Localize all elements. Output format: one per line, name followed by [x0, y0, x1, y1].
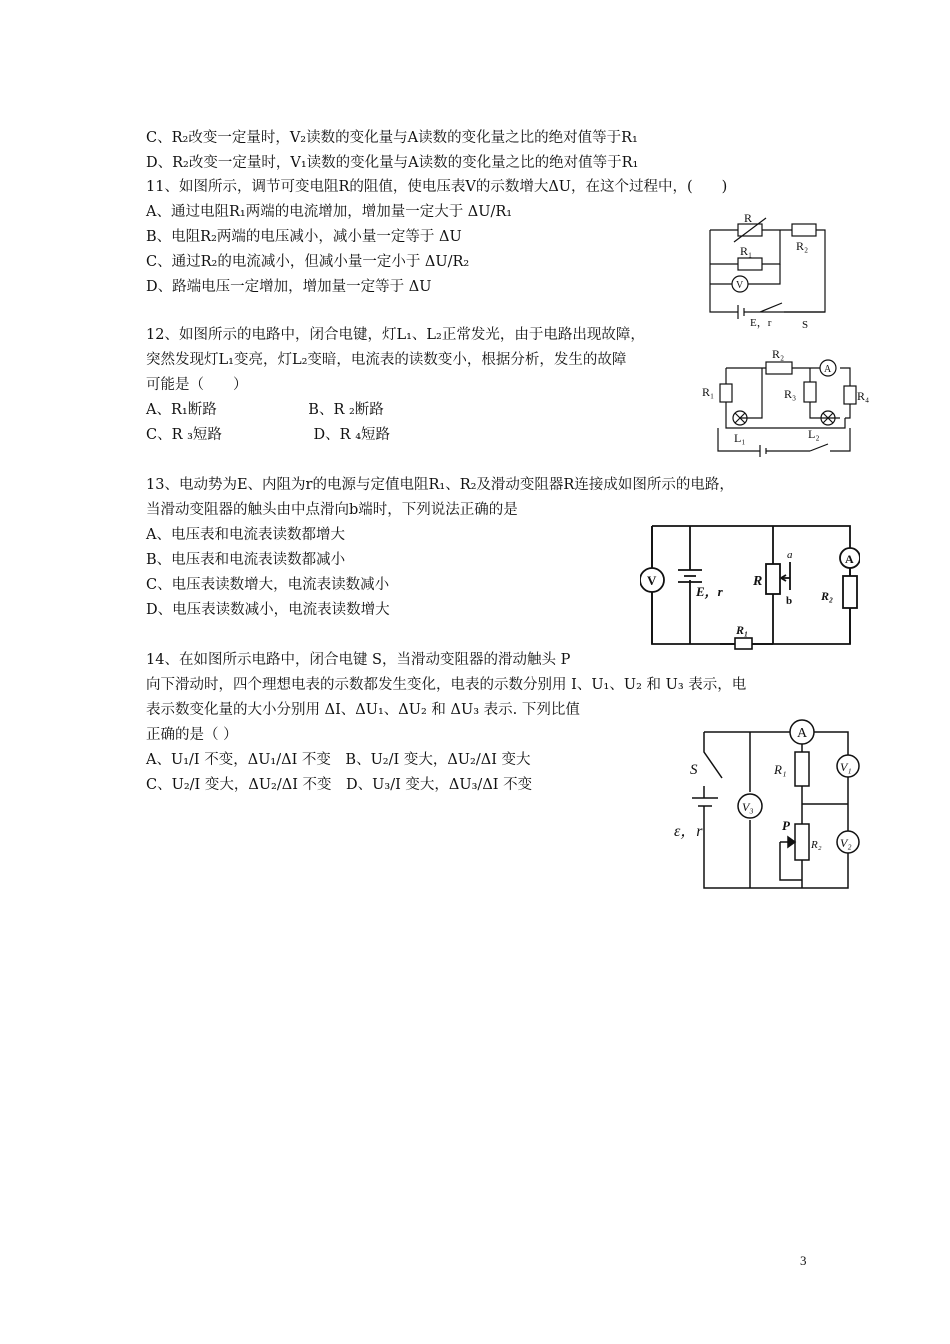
- text-line: D、路端电压一定增加，增加量一定等于 ΔU: [146, 279, 432, 295]
- label-source: E，r: [696, 584, 723, 599]
- label-source: ε，r: [674, 823, 703, 840]
- label-l2: L₂: [808, 427, 820, 441]
- text-line: C、U₂/I 变大，ΔU₂/ΔI 不变 D、U₃/I 变大，ΔU₃/ΔI 不变: [146, 777, 533, 793]
- text-line: B、电压表和电流表读数都减小: [146, 552, 346, 568]
- text-line: B、电阻R₂两端的电压减小，减小量一定等于 ΔU: [146, 229, 462, 245]
- label-l1: L₁: [734, 431, 746, 445]
- label-point-b: b: [786, 595, 793, 607]
- label-r1: R₁: [774, 762, 787, 777]
- label-rheostat: R: [753, 574, 763, 589]
- circuit-figure-13: [640, 520, 860, 650]
- text-line: D、电压表读数减小，电流表读数增大: [146, 602, 390, 618]
- label-r1: R₁: [702, 385, 715, 399]
- circuit-figure-11: [700, 208, 840, 332]
- label-v1: V₁: [840, 760, 852, 774]
- label-ammeter: A: [824, 364, 832, 375]
- label-r1: R₁: [740, 244, 753, 258]
- text-line: A、通过电阻R₁两端的电流增加，增加量一定大于 ΔU/R₁: [146, 204, 513, 220]
- label-ammeter: A: [797, 726, 808, 741]
- text-line: 12、如图所示的电路中，闭合电键，灯L₁、L₂正常发光，由于电路出现故障，: [146, 327, 645, 343]
- text-line: 当滑动变阻器的触头由中点滑向b端时，下列说法正确的是: [146, 502, 518, 518]
- label-r2: R₂: [796, 239, 809, 253]
- label-point-a: a: [787, 549, 793, 561]
- label-r1: R₁: [736, 623, 749, 637]
- label-ammeter: A: [845, 552, 854, 566]
- label-r2: R₂: [772, 347, 785, 361]
- text-line: 11、如图所示，调节可变电阻R的阻值，使电压表V的示数增大ΔU，在这个过程中，( ): [146, 179, 728, 195]
- label-r2: R₂: [811, 839, 822, 851]
- circuit-figure-14: [672, 712, 882, 898]
- text-line: C、R₂改变一定量时，V₂读数的变化量与A读数的变化量之比的绝对值等于R₁: [146, 130, 638, 146]
- label-r: R: [744, 211, 753, 225]
- label-r2: R₂: [821, 589, 834, 603]
- text-line: 表示数变化量的大小分别用 ΔI、ΔU₁、ΔU₂ 和 ΔU₃ 表示. 下列比值: [146, 702, 580, 718]
- text-line: 14、在如图所示电路中，闭合电键 S，当滑动变阻器的滑动触头 P: [146, 652, 571, 668]
- label-v3: V₃: [742, 800, 754, 814]
- text-line: A、U₁/I 不变，ΔU₁/ΔI 不变 B、U₂/I 变大，ΔU₂/ΔI 变大: [146, 752, 531, 768]
- text-line: D、R₂改变一定量时，V₁读数的变化量与A读数的变化量之比的绝对值等于R₁: [146, 155, 639, 171]
- text-line: C、通过R₂的电流减小，但减小量一定小于 ΔU/R₂: [146, 254, 470, 270]
- label-v2: V₂: [840, 836, 852, 850]
- label-voltmeter: V: [736, 280, 744, 291]
- label-source: E，r: [750, 317, 772, 329]
- text-line: C、电压表读数增大，电流表读数减小: [146, 577, 390, 593]
- label-r4: R₄: [857, 389, 870, 403]
- text-line: 正确的是（ ）: [146, 727, 238, 743]
- label-switch: S: [802, 319, 809, 331]
- text-line: A、电压表和电流表读数都增大: [146, 527, 345, 543]
- text-line: 13、电动势为E、内阻为r的电源与定值电阻R₁、R₂及滑动变阻器R连接成如图所示的电路，: [146, 477, 734, 493]
- text-line: 突然发现灯L₁变亮，灯L₂变暗，电流表的读数变小，根据分析，发生的故障: [146, 352, 627, 368]
- page-number: 3: [800, 1253, 807, 1268]
- label-switch: S: [690, 762, 698, 778]
- text-line: A、R₁断路 B、R ₂断路: [146, 402, 384, 418]
- text-line: 向下滑动时，四个理想电表的示数都发生变化，电表的示数分别用 I、U₁、U₂ 和 U₃ 表示，电: [146, 677, 747, 693]
- label-slider-p: P: [782, 818, 790, 833]
- label-voltmeter: V: [647, 573, 657, 588]
- label-r3: R₃: [784, 387, 797, 401]
- text-line: 可能是（ ）: [146, 377, 248, 393]
- text-line: C、R ₃短路 D、R ₄短路: [146, 427, 391, 443]
- circuit-figure-12: [700, 346, 875, 466]
